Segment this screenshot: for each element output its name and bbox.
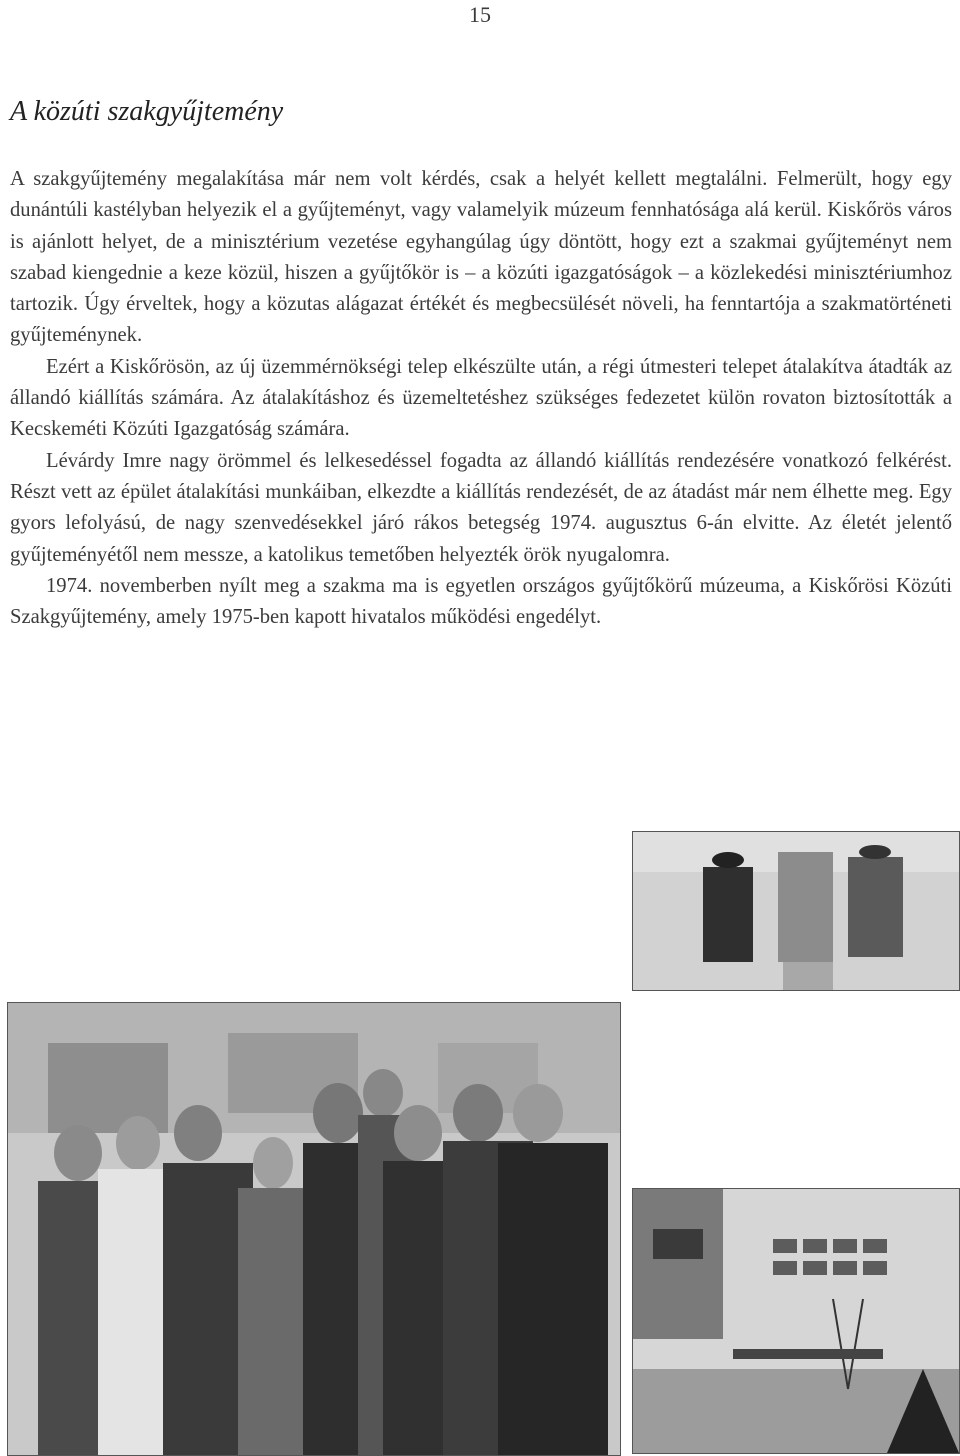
- paragraph: 1974. novemberben nyílt meg a szakma ma is egyetlen országos gyűjtőkörű múzeuma, a Kiskőrösi Közúti Szakgyűjtemény, amely 1975-ben kapott hivatalos működési engedélyt.: [10, 574, 952, 629]
- section-title: A közúti szakgyűjtemény: [10, 96, 284, 127]
- uniforms-photo: [632, 831, 960, 991]
- paragraph: Ezért a Kiskőrösön, az új üzemmérnökségi telep elkészülte után, a régi útmesteri telepet átalakítva átadták az állandó kiállítás számára. Az átalakításhoz és üzemeltetéshez szükséges fedezetet külön rovaton biztosították a Kecskeméti Közúti Igazgatóság számára.: [10, 355, 952, 441]
- paragraph: Lévárdy Imre nagy örömmel és lelkesedéssel fogadta az állandó kiállítás rendezésére vonatkozó felkérést. Részt vett az épület átalakítási munkáiban, elkezdte a kiállítás rendezését, de az átadást már nem élhette meg. Egy gyors lefolyású, de nagy szenvedésekkel járó rákos betegség 1974. augusztus 6-án elvitte. Az életét jelentő gyűjteményétől nem messze, a katolikus temetőben helyezték örök nyugalomra.: [10, 449, 952, 566]
- group-photo: [7, 1002, 621, 1456]
- paragraph: A szakgyűjtemény megalakítása már nem volt kérdés, csak a helyét kellett megtalálni. Felmerült, hogy egy dunántúli kastélyban helyezik el a gyűjteményt, vagy valamelyik múzeum fennhatósága alá kerül. Kiskőrös város is ajánlott helyet, de a minisztérium vezetése egyhangúlag úgy döntött, hogy ezt a szakmai gyűjteményt nem szabad kiengednie a keze közül, hiszen a gyűjtőkör is – a közúti igazgatóságok – a közlekedési minisztériumhoz tartozik. Úgy érveltek, hogy a közutas alágazat értékét és megbecsülését növeli, ha fenntartója a szakmatörténeti gyűjteménynek.: [10, 168, 952, 347]
- page-number: 15: [469, 2, 491, 27]
- body-text: [10, 164, 952, 633]
- exhibition-hall-photo: [632, 1188, 960, 1454]
